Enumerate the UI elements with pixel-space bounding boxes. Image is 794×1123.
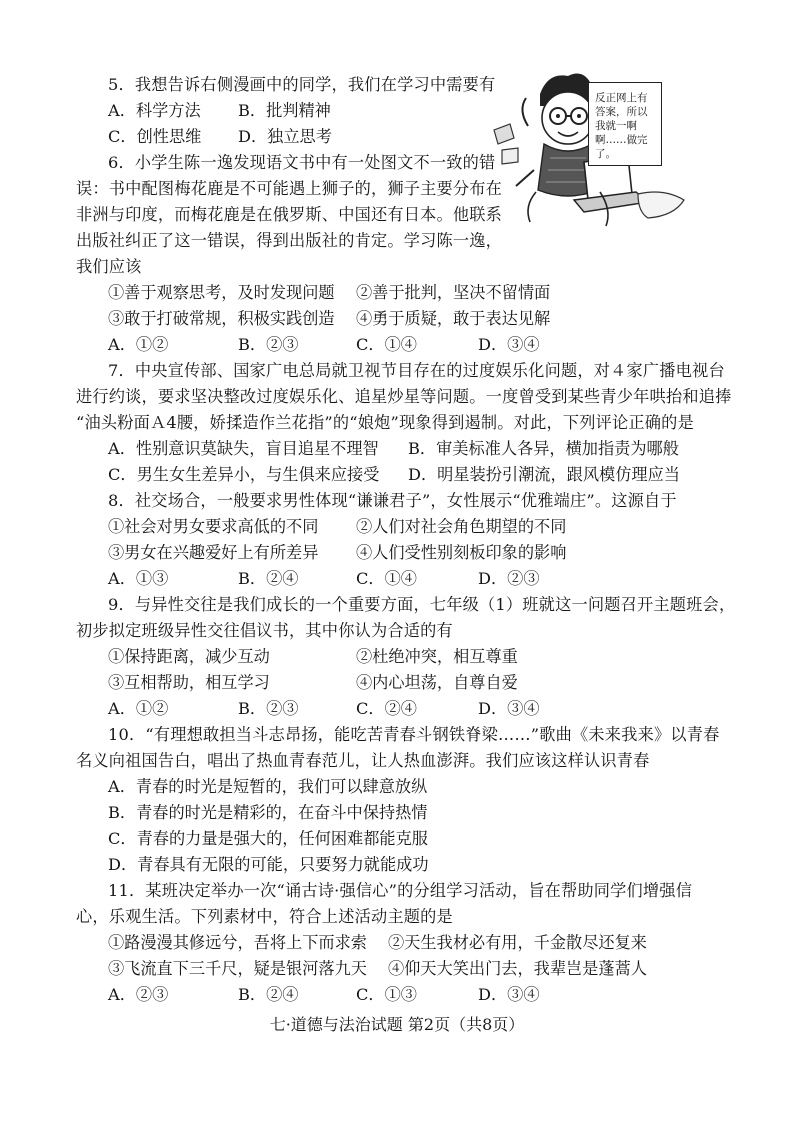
q6-stem-line-2: 误：书中配图梅花鹿是不可能遇上狮子的，狮子主要分布在: [76, 179, 503, 198]
q7-option-b: B．审美标准人各异，横加指责为哪般: [408, 439, 679, 458]
q6-option-c: C．①④: [356, 335, 417, 354]
q8-stem: 8．社交场合，一般要求男性体现“谦谦君子”，女性展示“优雅端庄”。这源自于: [108, 491, 677, 510]
q9-stem-line-2: 初步拟定班级异性交往倡议书，其中你认为合适的有: [76, 621, 453, 640]
q5-option-b: B．批判精神: [238, 101, 331, 120]
q6-statement-1: ①善于观察思考，及时发现问题: [108, 283, 335, 302]
q8-option-a: A．①③: [108, 569, 169, 588]
q10-option-d: D．青春具有无限的可能，只要努力就能成功: [108, 855, 429, 874]
q7-stem-line-2: 进行约谈，要求坚决整改过度娱乐化、追星炒星等问题。一度曾受到某些青少年哄抬和追捧: [76, 387, 732, 406]
q9-statement-2: ②杜绝冲突，相互尊重: [356, 647, 518, 666]
q7-stem-line-1: 7．中央宣传部、国家广电总局就卫视节目存在的过度娱乐化问题，对４家广播电视台: [108, 361, 725, 380]
q11-stem-line-2: 心，乐观生活。下列素材中，符合上述活动主题的是: [76, 907, 453, 926]
q8-option-b: B．②④: [238, 569, 299, 588]
q9-statement-3: ③互相帮助，相互学习: [108, 673, 270, 692]
q5-stem: 5．我想告诉右侧漫画中的同学，我们在学习中需要有: [108, 75, 496, 94]
q6-option-a: A．①②: [108, 335, 169, 354]
q9-option-c: C．②④: [356, 699, 417, 718]
q11-statement-2: ②天生我材必有用，千金散尽还复来: [388, 933, 647, 952]
q9-statement-1: ①保持距离，减少互动: [108, 647, 270, 666]
q8-option-c: C．①④: [356, 569, 417, 588]
q6-option-d: D．③④: [478, 335, 540, 354]
q5-option-a: A．科学方法: [108, 101, 201, 120]
q9-stem-line-1: 9．与异性交往是我们成长的一个重要方面，七年级（1）班就这一问题召开主题班会，: [108, 595, 736, 614]
q7-option-a: A．性别意识莫缺失，盲目追星不理智: [108, 439, 379, 458]
q10-option-b: B．青春的时光是精彩的，在奋斗中保持热情: [108, 803, 428, 822]
q11-statement-1: ①路漫漫其修远兮，吾将上下而求索: [108, 933, 367, 952]
q6-stem-line-4: 出版社纠正了这一错误，得到出版社的肯定。学习陈一逸，: [76, 231, 503, 250]
q5-option-c: C．创性思维: [108, 127, 202, 146]
q6-stem-line-5: 我们应该: [76, 257, 142, 276]
q7-option-c: C．男生女生差异小，与生俱来应接受: [108, 465, 380, 484]
q9-option-b: B．②③: [238, 699, 299, 718]
q7-stem-line-3: “油头粉面Ａ4腰，娇揉造作兰花指”的“娘炮”现象得到遏制。对此，下列评论正确的是: [76, 413, 694, 432]
q11-statement-3: ③飞流直下三千尺，疑是银河落九天: [108, 959, 367, 978]
q8-statement-4: ④人们受性别刻板印象的影响: [356, 543, 567, 562]
q10-stem-line-1: 10．“有理想敢担当斗志昂扬，能吃苦青春斗钢铁脊梁……”歌曲《未来我来》以青春: [108, 725, 720, 744]
q11-option-a: A．②③: [108, 985, 169, 1004]
q9-option-a: A．①②: [108, 699, 169, 718]
q6-option-b: B．②③: [238, 335, 299, 354]
page-footer: 七·道德与法治试题 第2页（共8页）: [269, 1015, 525, 1034]
q9-statement-4: ④内心坦荡，自尊自爱: [356, 673, 518, 692]
q6-stem-line-1: 6．小学生陈一逸发现语文书中有一处图文不一致的错: [108, 153, 496, 172]
q6-statement-4: ④勇于质疑，敢于表达见解: [356, 309, 551, 328]
q10-stem-line-2: 名义向祖国告白，唱出了热血青春范儿，让人热血澎湃。我们应该这样认识青春: [76, 751, 650, 770]
q8-statement-3: ③男女在兴趣爱好上有所差异: [108, 543, 319, 562]
q6-stem-line-3: 非洲与印度，而梅花鹿是在俄罗斯、中国还有日本。他联系: [76, 205, 503, 224]
q10-option-c: C．青春的力量是强大的，任何困难都能克服: [108, 829, 428, 848]
q6-statement-2: ②善于批判，坚决不留情面: [356, 283, 551, 302]
q8-option-d: D．②③: [478, 569, 540, 588]
q9-option-d: D．③④: [478, 699, 540, 718]
q11-statement-4: ④仰天大笑出门去，我辈岂是蓬蒿人: [388, 959, 647, 978]
q6-statement-3: ③敢于打破常规，积极实践创造: [108, 309, 335, 328]
q7-option-d: D．明星装扮引潮流，跟风模仿理应当: [408, 465, 680, 484]
q11-stem-line-1: 11．某班决定举办一次“诵古诗·强信心”的分组学习活动，旨在帮助同学们增强信: [108, 881, 693, 900]
q11-option-d: D．③④: [478, 985, 540, 1004]
q8-statement-1: ①社会对男女要求高低的不同: [108, 517, 319, 536]
q11-option-c: C．①③: [356, 985, 417, 1004]
q10-option-a: A．青春的时光是短暂的，我们可以肆意放纵: [108, 777, 428, 796]
cartoon-speech-bubble: 反正网上有答案，所以我就一啊啊……做完了。: [588, 82, 662, 166]
q8-statement-2: ②人们对社会角色期望的不同: [356, 517, 567, 536]
q5-option-d: D．独立思考: [238, 127, 332, 146]
q11-option-b: B．②④: [238, 985, 299, 1004]
